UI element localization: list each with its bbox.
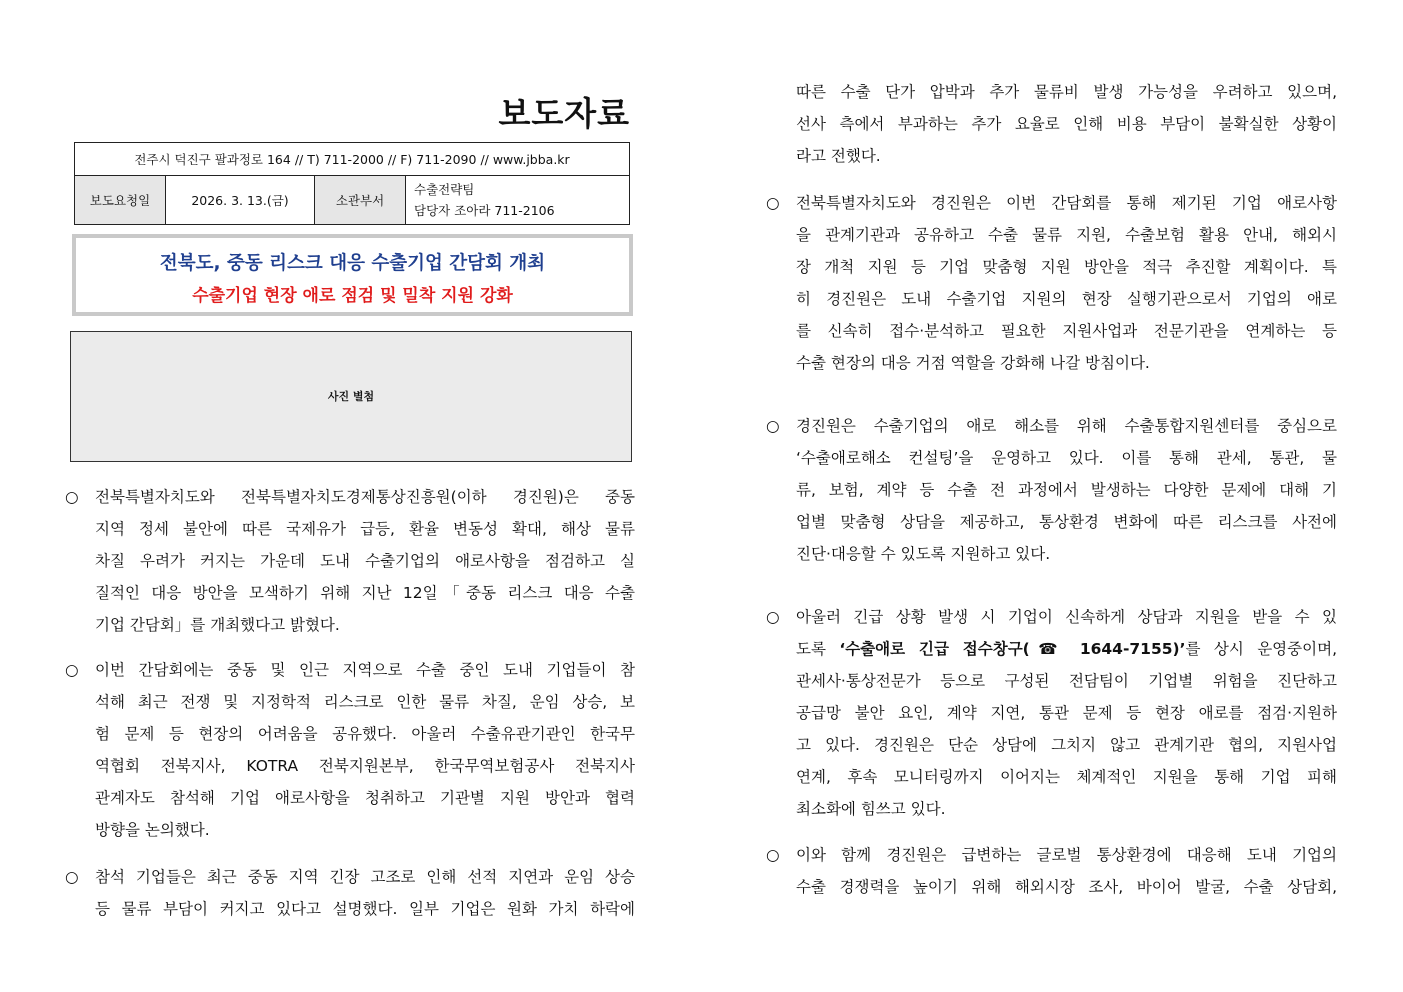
photo-placeholder [70, 331, 632, 462]
bullet-circle: ○ [65, 661, 79, 679]
paragraph-line: 관세사·통상전문가 등으로 구성된 전담팀이 기업별 위험을 진단하고 [796, 672, 1337, 690]
department-name: 수출전략팀 [414, 182, 475, 197]
paragraph-line: 수출 경쟁력을 높이기 위해 해외시장 조사, 바이어 발굴, 수출 상담회, [796, 878, 1337, 896]
paragraph-line: 을 관계기관과 공유하고 수출 물류 지원, 수출보험 활용 안내, 해외시 [796, 226, 1337, 244]
paragraph-line: 기업 간담회」를 개최했다고 밝혔다. [95, 616, 340, 634]
paragraph-line: 공급망 불안 요인, 계약 지연, 통관 문제 등 현장 애로를 점검·지원하 [796, 704, 1337, 722]
left-paragraph-1 [65, 481, 635, 641]
right-paragraph-2 [766, 410, 1337, 570]
bullet-circle: ○ [766, 417, 780, 435]
left-paragraph-3 [65, 861, 635, 925]
paragraph-line: 아울러 긴급 상황 발생 시 기업이 신속하게 상담과 지원을 받을 수 있 [796, 608, 1337, 626]
bullet-circle: ○ [65, 488, 79, 506]
paragraph-line: 선사 측에서 부과하는 추가 요율로 인해 비용 부담이 불확실한 상황이 [796, 115, 1337, 133]
paragraph-line: 석해 최근 전쟁 및 지정학적 리스크로 인한 물류 차질, 운임 상승, 보 [95, 693, 635, 711]
paragraph-line: 이와 함께 경진원은 급변하는 글로벌 통상환경에 대응해 도내 기업의 [796, 846, 1337, 864]
department-label: 소관부서 [315, 176, 406, 225]
paragraph-line: 역협회 전북지사, KOTRA 전북지원본부, 한국무역보험공사 전북지사 [95, 757, 635, 775]
bullet-circle: ○ [766, 608, 780, 626]
paragraph-line: 연계, 후속 모니터링까지 이어지는 체계적인 지원을 통해 기업 피해 [796, 768, 1337, 786]
paragraph-line: 등 물류 부담이 커지고 있다고 설명했다. 일부 기업은 원화 가치 하락에 [95, 900, 635, 918]
right-paragraph-4 [766, 839, 1337, 903]
right-paragraph-3 [766, 601, 1337, 825]
paragraph-line: 질적인 대응 방안을 모색하기 위해 지난 12일「중동 리스크 대응 수출 [95, 584, 635, 602]
paragraph-line: 방향을 논의했다. [95, 821, 210, 839]
paragraph-line: 차질 우려가 커지는 가운데 도내 수출기업의 애로사항을 점검하고 실 [95, 552, 635, 570]
paragraph-line: 험 문제 등 현장의 어려움을 공유했다. 아울러 수출유관기관인 한국무 [95, 725, 635, 743]
headline-box [72, 234, 633, 316]
paragraph-line-with-highlight [796, 633, 1337, 665]
contact-info-table [74, 142, 630, 225]
line-suffix: 를 상시 운영중이며, [1185, 640, 1337, 658]
paragraph-line: 지역 정세 불안에 따른 국제유가 급등, 환율 변동성 확대, 해상 물류 [95, 520, 635, 538]
paragraph-line: 를 신속히 접수·분석하고 필요한 지원사업과 전문기관을 연계하는 등 [796, 322, 1337, 340]
paragraph-line: 고 있다. 경진원은 단순 상담에 그치지 않고 관계기관 협의, 지원사업 [796, 736, 1337, 754]
request-date-label: 보도요청일 [75, 176, 166, 225]
contact-person: 담당자 조아라 711-2106 [414, 203, 555, 218]
paragraph-line: 참석 기업들은 최근 중동 지역 긴장 고조로 인해 선적 지연과 운임 상승 [95, 868, 635, 886]
bullet-circle: ○ [65, 868, 79, 886]
headline-sub: 수출기업 현장 애로 점검 및 밀착 지원 강화 [192, 286, 513, 306]
address-line: 전주시 덕진구 팔과정로 164 // T) 711-2000 // F) 711-2090 // www.jbba.kr [75, 143, 630, 176]
paragraph-line: 전북특별자치도와 전북특별자치도경제통상진흥원(이하 경진원)은 중동 [95, 488, 635, 506]
right-paragraph-1 [766, 187, 1337, 379]
right-continuation [796, 76, 1337, 172]
paragraph-line: 류, 보험, 계약 등 수출 전 과정에서 발생하는 다양한 문제에 대해 기 [796, 481, 1337, 499]
paragraph-line: 진단·대응할 수 있도록 지원하고 있다. [796, 545, 1051, 563]
department-cell [406, 176, 630, 225]
paragraph-line: 경진원은 수출기업의 애로 해소를 위해 수출통합지원센터를 중심으로 [796, 417, 1337, 435]
paragraph-line: 히 경진원은 도내 수출기업 지원의 현장 실행기관으로서 기업의 애로 [796, 290, 1337, 308]
headline-main: 전북도, 중동 리스크 대응 수출기업 간담회 개최 [159, 253, 546, 274]
paragraph-line: 따른 수출 단가 압박과 추가 물류비 발생 가능성을 우려하고 있으며, [796, 83, 1337, 101]
page-title: 보도자료 [498, 94, 630, 133]
bullet-circle: ○ [766, 194, 780, 212]
paragraph-line: 이번 간담회에는 중동 및 인근 지역으로 수출 중인 도내 기업들이 참 [95, 661, 635, 679]
paragraph-line: 전북특별자치도와 경진원은 이번 간담회를 통해 제기된 기업 애로사항 [796, 194, 1337, 212]
paragraph-line: 장 개척 지원 등 기업 맞춤형 지원 방안을 적극 추진할 계획이다. 특 [796, 258, 1337, 276]
paragraph-line: 최소화에 힘쓰고 있다. [796, 800, 946, 818]
paragraph-line: 라고 전했다. [796, 147, 881, 165]
paragraph-line: ‘수출애로해소 컨설팅’을 운영하고 있다. 이를 통해 관세, 통관, 물 [796, 449, 1337, 467]
paragraph-line: 관계자도 참석해 기업 애로사항을 청취하고 기관별 지원 방안과 협력 [95, 789, 635, 807]
line-prefix: 도록 [796, 640, 840, 658]
request-date: 2026. 3. 13.(금) [166, 176, 315, 225]
photo-label: 사진 별첨 [327, 390, 375, 403]
paragraph-line: 업별 맞춤형 상담을 제공하고, 통상환경 변화에 따른 리스크를 사전에 [796, 513, 1337, 531]
left-paragraph-2 [65, 654, 635, 846]
bullet-circle: ○ [766, 846, 780, 864]
paragraph-line: 수출 현장의 대응 거점 역할을 강화해 나갈 방침이다. [796, 354, 1150, 372]
emergency-hotline-highlight: ‘수출애로 긴급 접수창구(☎ 1644-7155)’ [839, 640, 1186, 658]
